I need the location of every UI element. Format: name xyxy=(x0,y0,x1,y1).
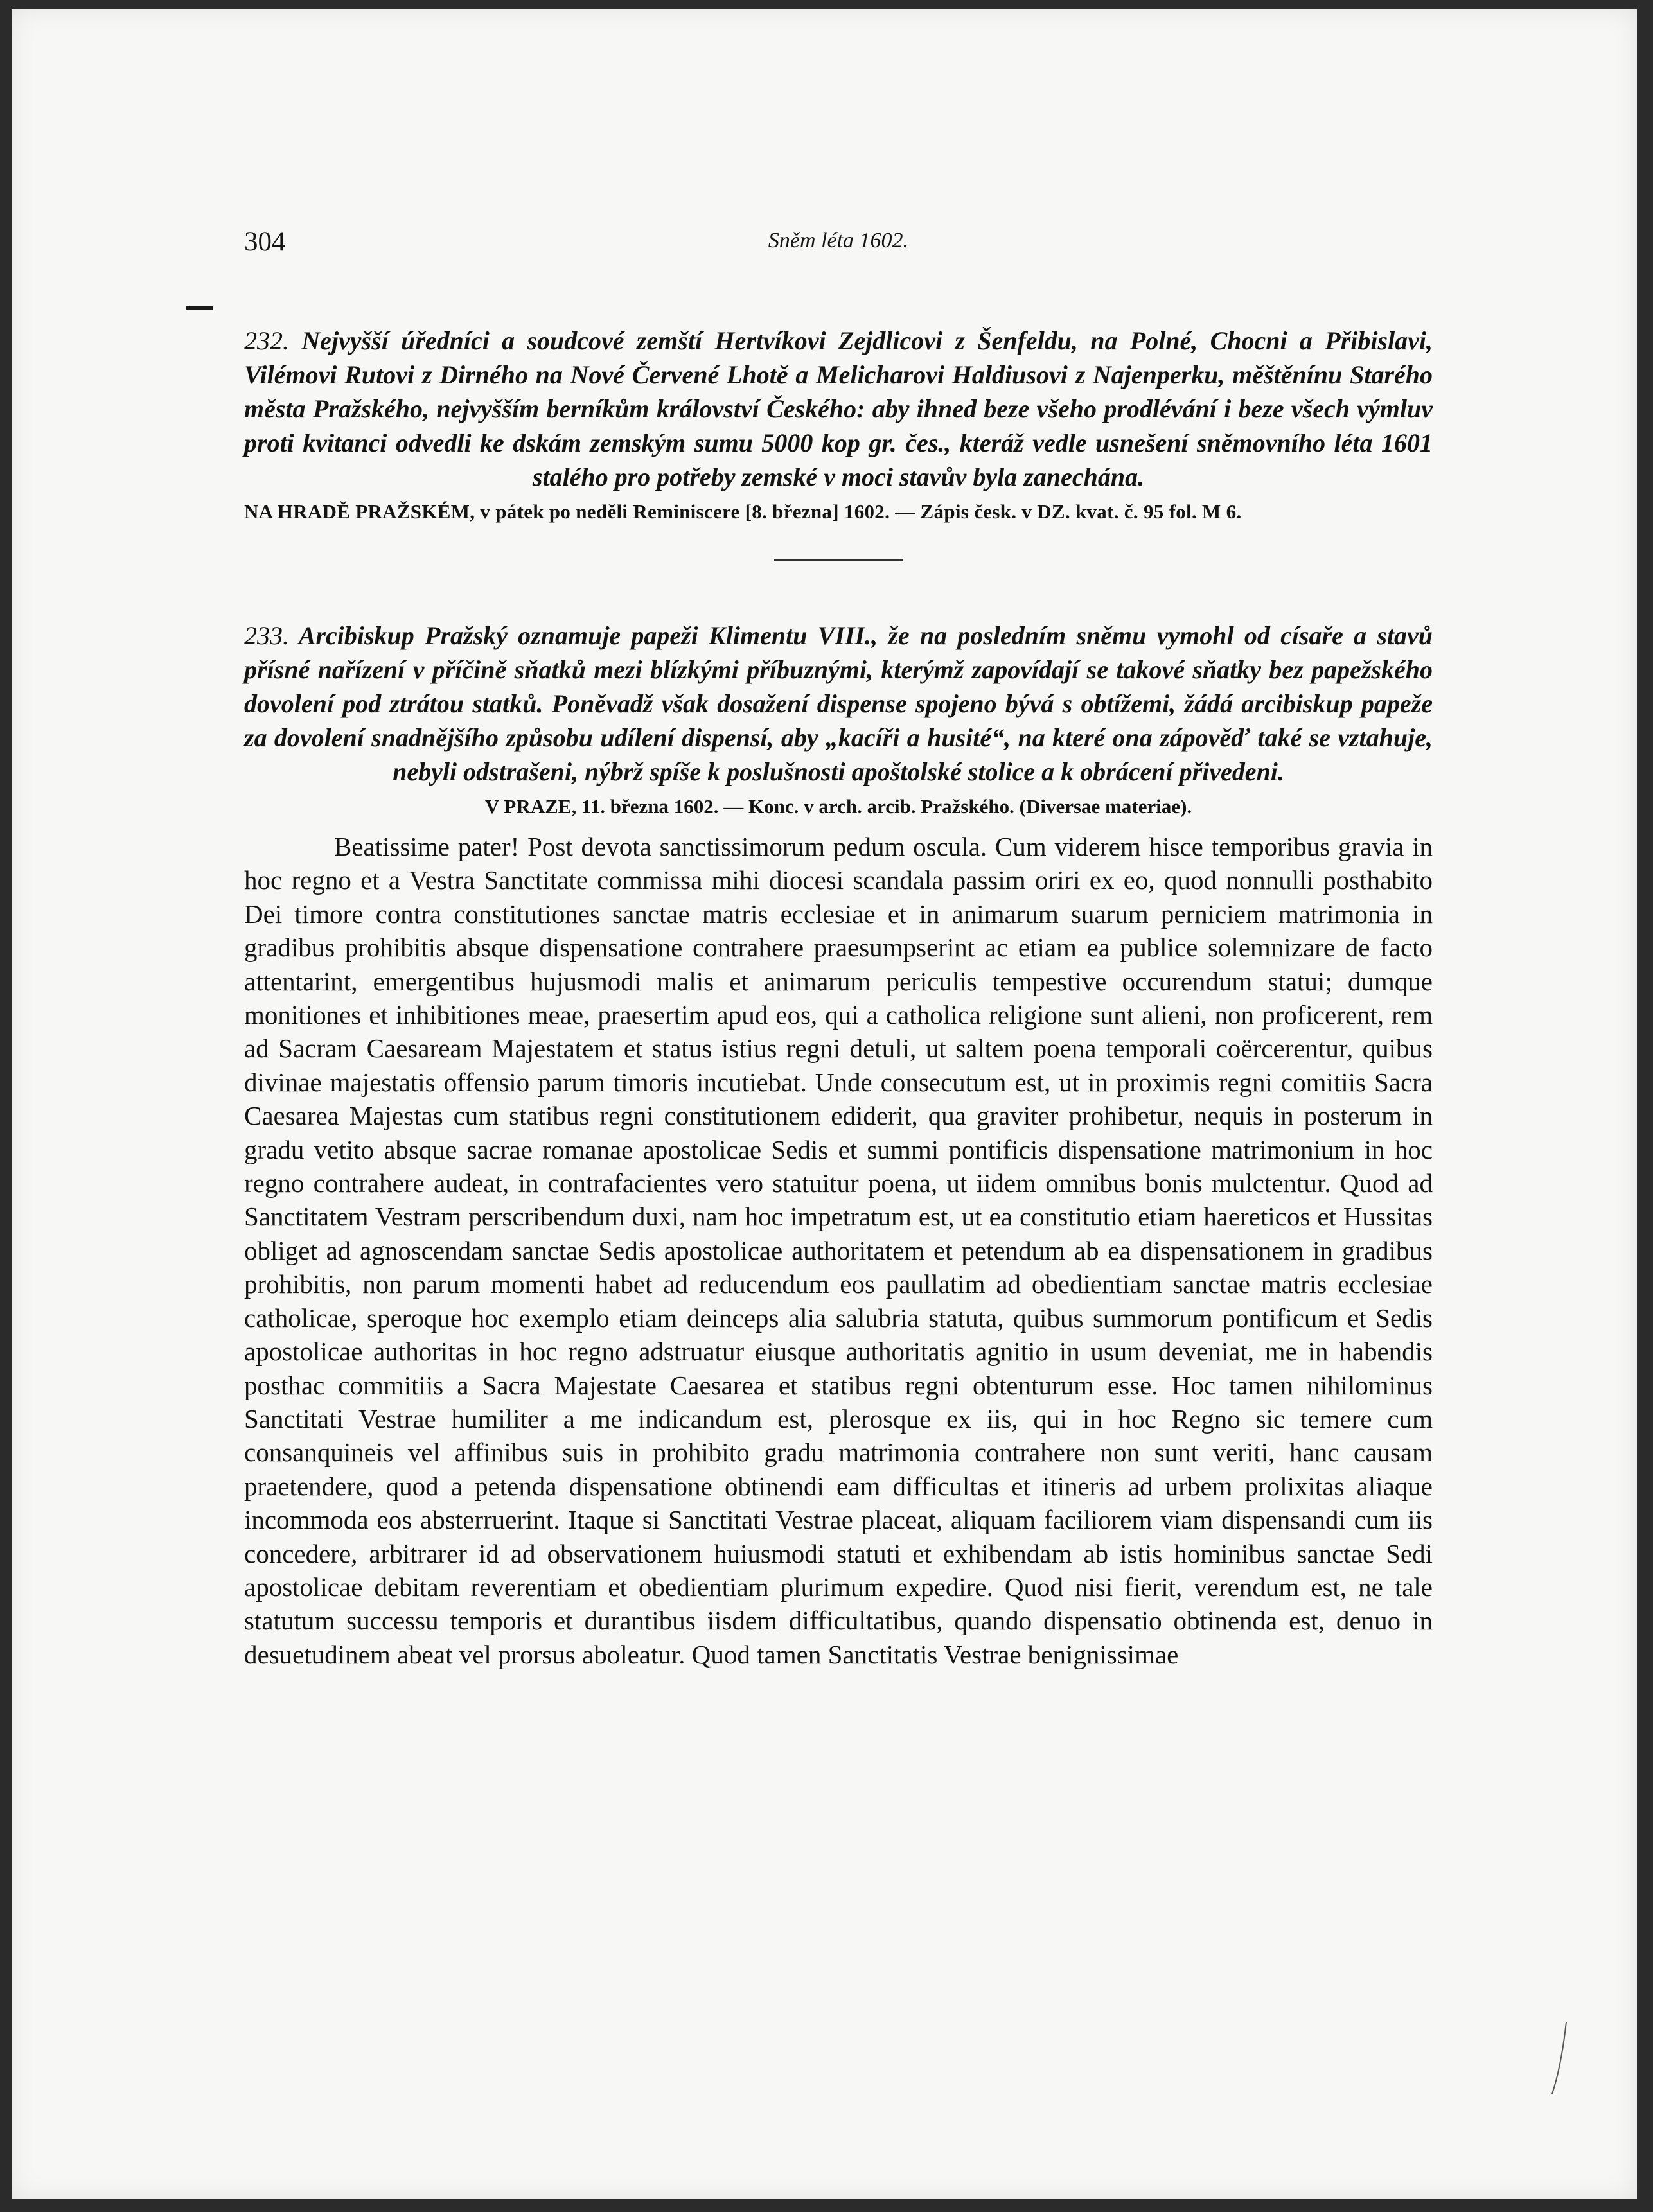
source-line: NA HRADĚ PRAŽSKÉM, v pátek po neděli Reminiscere [8. března] 1602. — Zápis česk. v DZ. kvat. č. 95 fol. M 6. xyxy=(244,500,1242,523)
page-content xyxy=(244,324,1433,1698)
entry-number: 232. xyxy=(244,326,289,355)
entry-233 xyxy=(244,619,1433,1671)
letter-body: Beatissime pater! Post devota sanctissimorum pedum oscula. Cum viderem hisce temporibus gravia in hoc regno et a Vestra Sanctitate commissa mihi diocesi scandala passim oriri ex eo, quod nonnulli posthabito Dei timore contra constitutiones sanctae matris ecclesiae et in animarum suarum perniciem matrimonia in gradibus prohibitis absque dispensatione contrahere praesumpserint ac etiam ea publice solemnizare de facto attentarint, emergentibus hujusmodi malis et animarum periculis tempestive occurendum statui; dumque monitiones et inhibitiones meae, praesertim apud eos, qui a catholica religione sunt alieni, non proficerent, rem ad Sacram Caesaream Majestatem et status istius regni detuli, ut saltem poena temporali coërcerentur, quibus divinae majestatis offensio parum timoris incutiebat. Unde consecutum est, ut in proximis regni comitiis Sacra Caesarea Majestas cum statibus regni constitutionem ediderit, qua graviter prohibetur, nequis in posterum in gradu vetito absque sacrae romanae apostolicae Sedis et summi pontificis dispensatione matrimonium in hoc regno contrahere audeat, in contrafacientes vero statuitur poena, ut iidem omnibus bonis mulctentur. Quod ad Sanctitatem Vestram perscribendum duxi, nam hoc impetratum est, ut ea constitutio etiam haereticos et Hussitas obliget ad agnoscendam sanctae Sedis apostolicae authoritatem et petendum ab ea dispensationem in gradibus prohibitis, non parum momenti habet ad reducendum eos paullatim ad obedientiam sanctae matris ecclesiae catholicae, speroque hoc exemplo etiam deinceps alia salubria statuta, quibus summorum pontificum et Sedis apostolicae authoritas in hoc regno adstruatur eiusque authoritatis agnitio in usum deveniat, me in habendis posthac commitiis a Sacra Majestate Caesarea et statibus regni obtenturum esse. Hoc tamen nihilominus Sanctitati Vestrae humiliter a me indicandum est, plerosque ex iis, qui in hoc Regno sic temere cum consanquineis vel affinibus suis in prohibito gradu matrimonia contrahere non sunt veriti, hanc causam praetendere, quod a petenda dispensatione obtinendi eam difficultas et itineris ad urbem prolixitas aliaque incommoda eos absterruerint. Itaque si Sanctitati Vestrae placeat, aliquam faciliorem viam dispensandi cum iis concedere, arbitrarer id ad observationem huiusmodi statuti et exhibendam ab istis hominibus sanctae Sedi apostolicae debitam reverentiam et obedientiam plurimum expedire. Quod nisi fierit, verendum est, ne tale statutum successu temporis et durantibus iisdem difficultatibus, quando dispensatio obtinenda est, denuo in desuetudinem abeat vel prorsus aboleatur. Quod tamen Sanctitatis Vestrae benignissimae xyxy=(244,832,1433,1669)
entry-number: 233. xyxy=(244,621,289,650)
source-line: V PRAZE, 11. března 1602. — Konc. v arch. arcib. Pražského. (Diversae materiae). xyxy=(484,795,1192,818)
pencil-mark-icon xyxy=(1547,2019,1573,2096)
regest-paragraph xyxy=(244,324,1433,494)
page-header xyxy=(244,226,1433,265)
running-title: Sněm léta 1602. xyxy=(768,229,909,252)
regest-text: Arcibiskup Pražský oznamuje papeži Klimentu VIII., že na posledním sněmu vymohl od císaře a stavů přísné nařízení v příčině sňatků mezi blízkými příbuznými, kterýmž zapovídají se takové sňatky bez papežského dovolení pod ztrátou statků. Poněvadž však dosažení dispense spojeno bývá s obtížemi, žádá arcibiskup papeže za dovolení snadnějšího způsobu udílení dispensí, aby „kacíři a husité“, na které ona zápověď také se vztahuje, nebyli odstrašeni, nýbrž spíše k poslušnosti apoštolské stolice a k obrácení přivedeni. xyxy=(244,621,1433,786)
page-number: 304 xyxy=(244,227,286,257)
section-divider xyxy=(774,559,903,561)
regest-text: Nejvyšší úředníci a soudcové zemští Hertvíkovi Zejdlicovi z Šenfeldu, na Polné, Chocni a Přibislavi, Vilémovi Rutovi z Dirného na Nové Červené Lhotě a Melicharovi Haldiusovi z Najenperku, měštěnínu Starého města Pražského, nejvyšším berníkům království Českého: aby ihned beze všeho prodlévání i beze všech výmluv proti kvitanci odvedli ke dskám zemským sumu 5000 kop gr. čes., kteráž vedle usnešení sněmovního léta 1601 stalého pro potřeby zemské v moci stavův byla zanechána. xyxy=(244,326,1433,491)
regest-paragraph xyxy=(244,619,1433,789)
margin-mark xyxy=(186,306,213,310)
entry-232 xyxy=(244,324,1433,526)
scanned-page xyxy=(12,9,1637,2199)
